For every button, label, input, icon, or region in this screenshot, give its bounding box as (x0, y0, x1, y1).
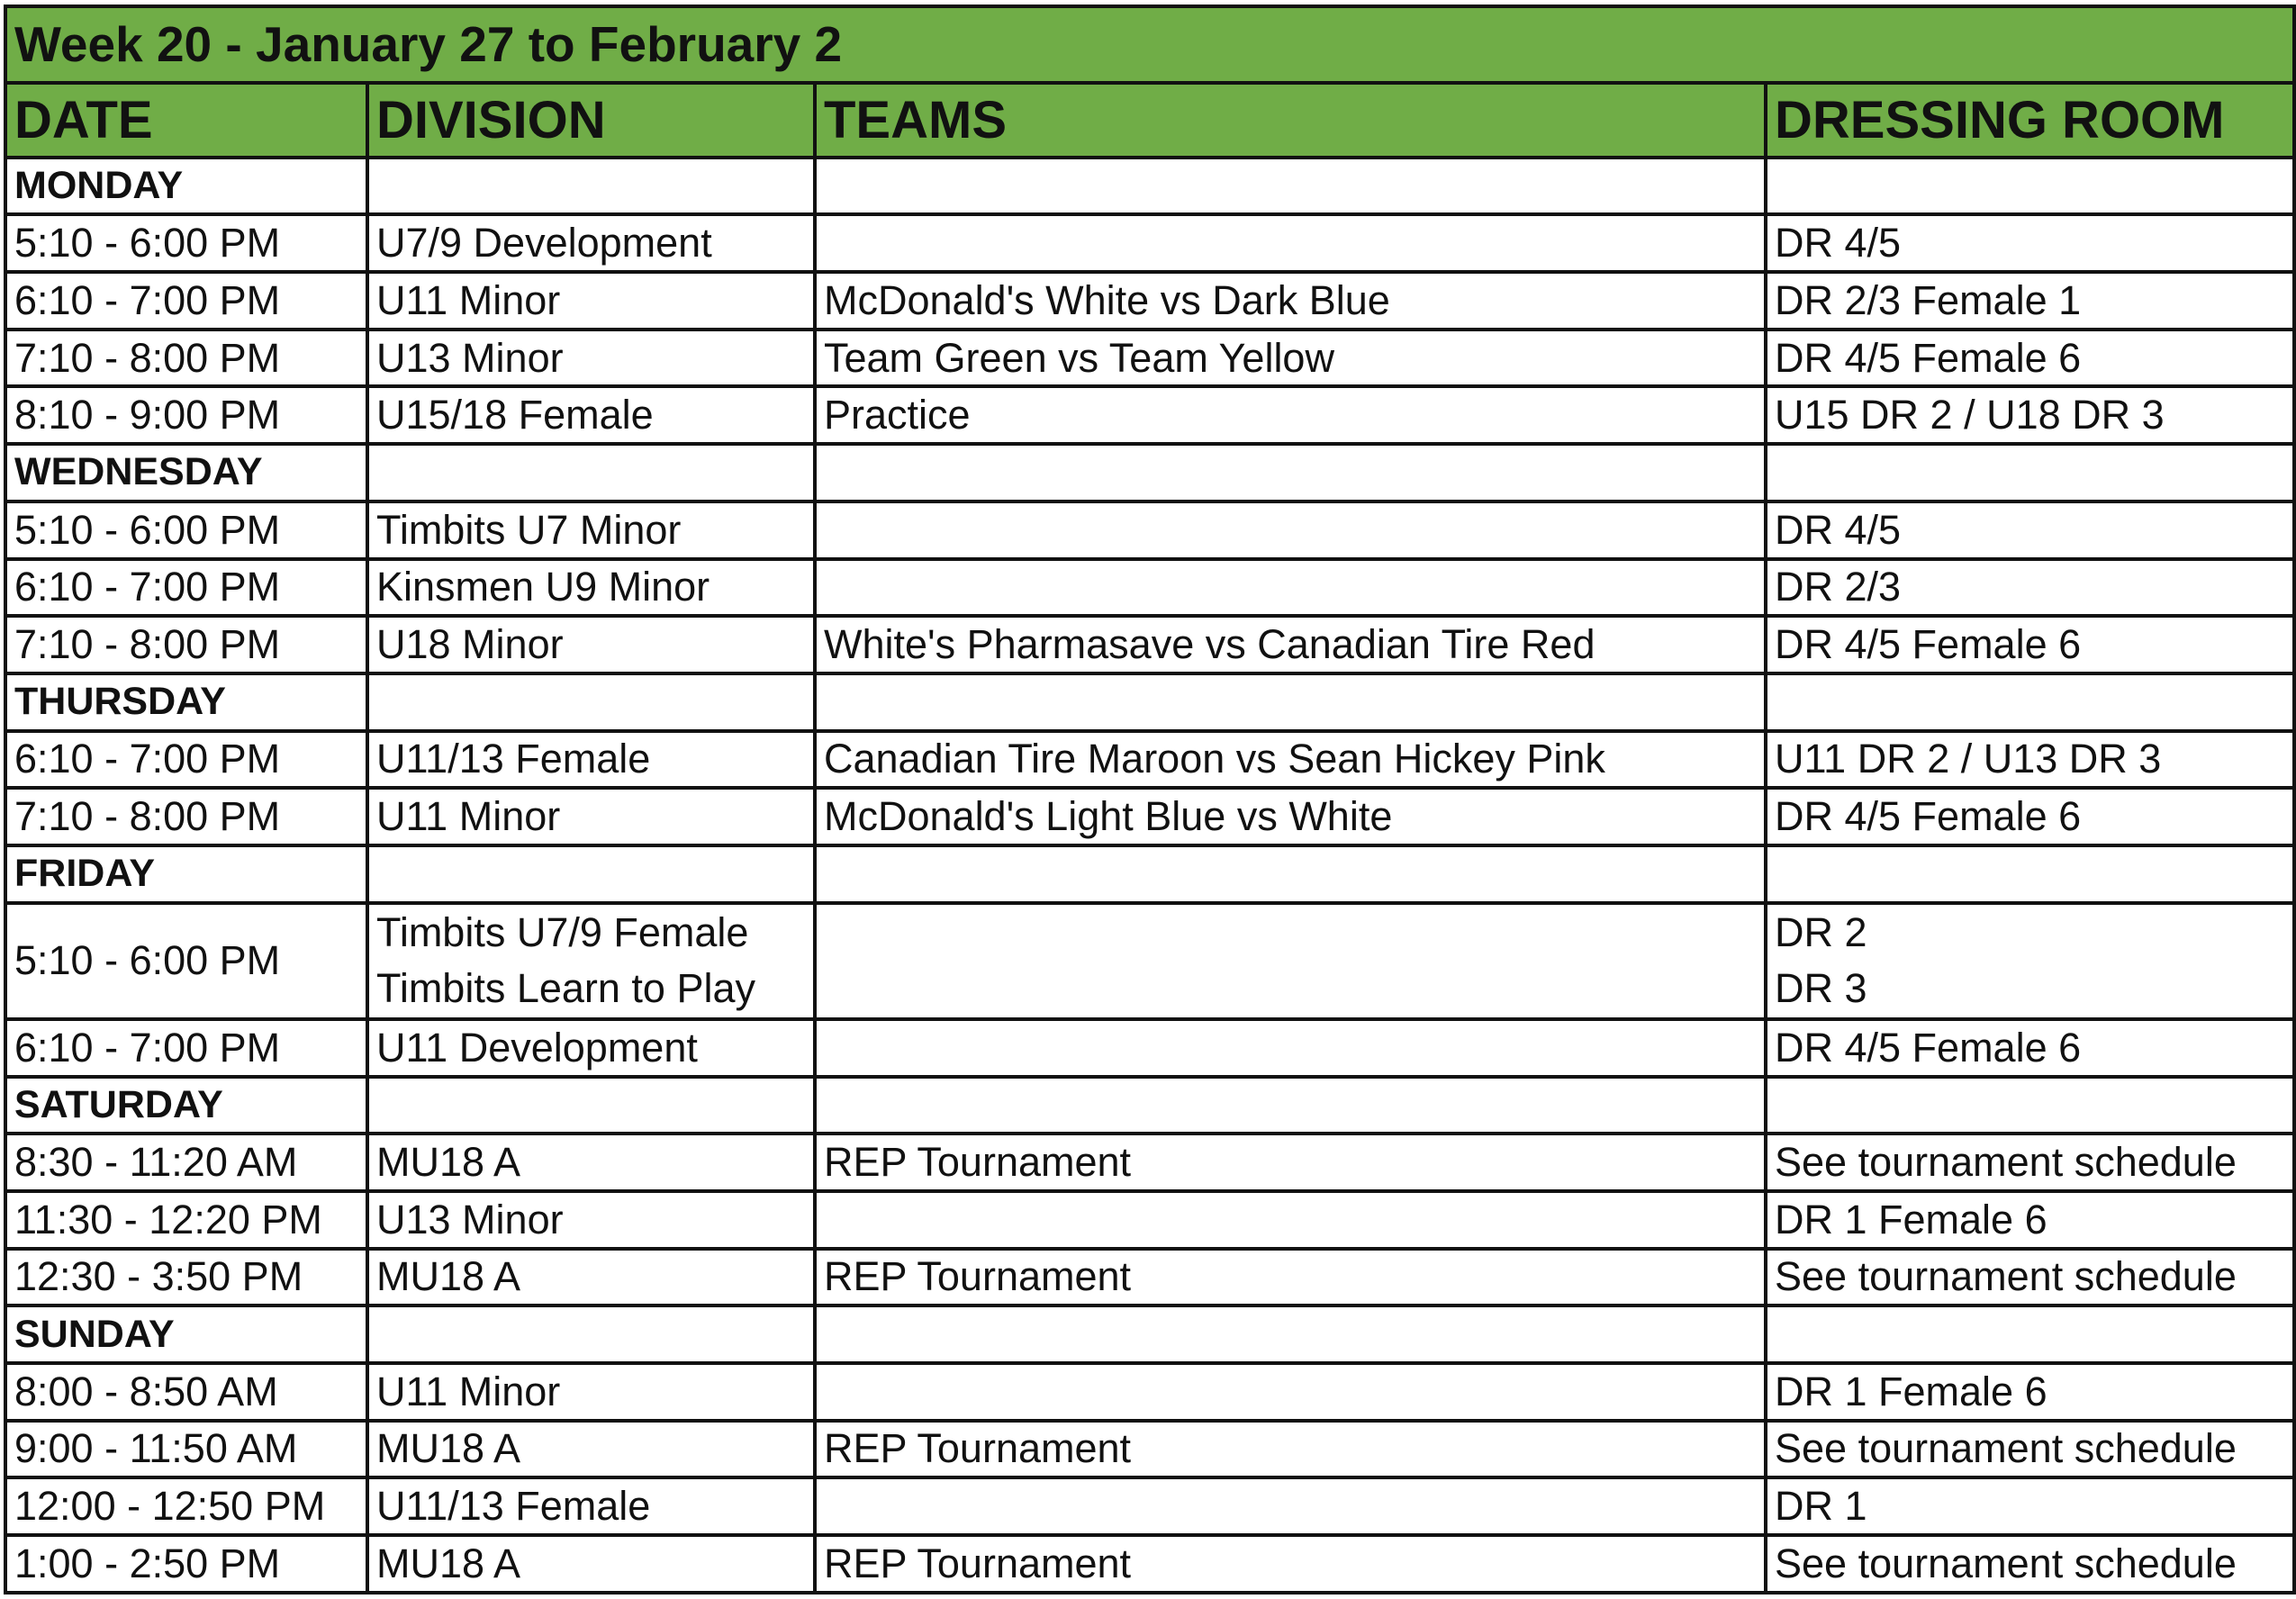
time-cell: 8:30 - 11:20 AM (5, 1134, 367, 1191)
dressing-room-cell: U11 DR 2 / U13 DR 3 (1766, 731, 2294, 789)
teams-cell: REP Tournament (815, 1421, 1766, 1478)
dressing-room-cell: DR 4/5 Female 6 (1766, 330, 2294, 387)
division-cell: U11/13 Female (367, 731, 815, 789)
division-cell: U11 Minor (367, 272, 815, 330)
teams-cell (815, 1477, 1766, 1535)
time-cell: 7:10 - 8:00 PM (5, 788, 367, 845)
teams-header: TEAMS (815, 83, 1766, 158)
teams-cell: White's Pharmasave vs Canadian Tire Red (815, 616, 1766, 673)
dressing-room-cell: See tournament schedule (1766, 1249, 2294, 1306)
dressing-room-cell: DR 2/3 Female 1 (1766, 272, 2294, 330)
empty-cell (1766, 673, 2294, 731)
dressing-room-cell: DR 1 (1766, 1477, 2294, 1535)
division-cell: MU18 A (367, 1134, 815, 1191)
division-cell: U11 Minor (367, 1363, 815, 1421)
day-label: SATURDAY (5, 1077, 367, 1134)
division-cell-line-1: Timbits U7/9 Female (376, 909, 749, 956)
empty-cell (367, 158, 815, 215)
title-row (5, 6, 2294, 83)
dressing-room-header: DRESSING ROOM (1766, 83, 2294, 158)
empty-cell (367, 673, 815, 731)
time-cell: 12:00 - 12:50 PM (5, 1477, 367, 1535)
division-cell: Kinsmen U9 Minor (367, 559, 815, 617)
time-cell: 5:10 - 6:00 PM (5, 501, 367, 559)
division-cell: U13 Minor (367, 330, 815, 387)
table-row (5, 214, 2294, 272)
teams-cell (815, 501, 1766, 559)
time-cell: 12:30 - 3:50 PM (5, 1249, 367, 1306)
empty-cell (367, 444, 815, 501)
teams-cell (815, 1191, 1766, 1249)
table-row (5, 1535, 2294, 1593)
day-label: FRIDAY (5, 845, 367, 903)
teams-cell: Canadian Tire Maroon vs Sean Hickey Pink (815, 731, 1766, 789)
teams-cell: REP Tournament (815, 1249, 1766, 1306)
day-row (5, 673, 2294, 731)
dressing-room-cell: See tournament schedule (1766, 1134, 2294, 1191)
dressing-room-cell: U15 DR 2 / U18 DR 3 (1766, 386, 2294, 444)
day-row (5, 444, 2294, 501)
dressing-room-cell: See tournament schedule (1766, 1421, 2294, 1478)
table-row (5, 1477, 2294, 1535)
header-row (5, 83, 2294, 158)
division-cell: Timbits U7 Minor (367, 501, 815, 559)
table-row (5, 1363, 2294, 1421)
empty-cell (1766, 158, 2294, 215)
dressing-room-cell-line-1: DR 2 (1775, 909, 1867, 956)
table-row (5, 1134, 2294, 1191)
day-row (5, 158, 2294, 215)
division-cell: U7/9 Development (367, 214, 815, 272)
time-cell: 6:10 - 7:00 PM (5, 559, 367, 617)
division-cell: MU18 A (367, 1421, 815, 1478)
teams-cell (815, 903, 1766, 1019)
day-row (5, 845, 2294, 903)
empty-cell (815, 444, 1766, 501)
table-row (5, 559, 2294, 617)
dressing-room-cell: DR 4/5 Female 6 (1766, 1019, 2294, 1077)
empty-cell (367, 1077, 815, 1134)
teams-cell (815, 1363, 1766, 1421)
empty-cell (815, 673, 1766, 731)
time-cell: 5:10 - 6:00 PM (5, 903, 367, 1019)
table-row (5, 731, 2294, 789)
teams-cell: McDonald's Light Blue vs White (815, 788, 1766, 845)
teams-cell: McDonald's White vs Dark Blue (815, 272, 1766, 330)
table-row (5, 1421, 2294, 1478)
teams-cell (815, 559, 1766, 617)
dressing-room-cell: DR 4/5 (1766, 214, 2294, 272)
division-cell: U13 Minor (367, 1191, 815, 1249)
empty-cell (367, 845, 815, 903)
day-label: MONDAY (5, 158, 367, 215)
time-cell: 8:10 - 9:00 PM (5, 386, 367, 444)
table-row (5, 386, 2294, 444)
dressing-room-cell (1766, 903, 2294, 1019)
division-cell: U11 Minor (367, 788, 815, 845)
teams-cell: Practice (815, 386, 1766, 444)
day-row (5, 1305, 2294, 1363)
day-label: THURSDAY (5, 673, 367, 731)
schedule-title: Week 20 - January 27 to February 2 (5, 6, 2294, 83)
dressing-room-cell: DR 2/3 (1766, 559, 2294, 617)
division-cell-line-2: Timbits Learn to Play (376, 965, 755, 1012)
day-row (5, 1077, 2294, 1134)
table-row (5, 1019, 2294, 1077)
table-row (5, 1191, 2294, 1249)
table-row (5, 272, 2294, 330)
time-cell: 8:00 - 8:50 AM (5, 1363, 367, 1421)
teams-cell: Team Green vs Team Yellow (815, 330, 1766, 387)
time-cell: 1:00 - 2:50 PM (5, 1535, 367, 1593)
division-cell (367, 903, 815, 1019)
teams-cell (815, 214, 1766, 272)
dressing-room-cell: See tournament schedule (1766, 1535, 2294, 1593)
division-cell: MU18 A (367, 1535, 815, 1593)
division-cell: U18 Minor (367, 616, 815, 673)
empty-cell (815, 1305, 1766, 1363)
division-cell: U15/18 Female (367, 386, 815, 444)
teams-cell (815, 1019, 1766, 1077)
division-cell: U11 Development (367, 1019, 815, 1077)
time-cell: 11:30 - 12:20 PM (5, 1191, 367, 1249)
empty-cell (1766, 1077, 2294, 1134)
time-cell: 6:10 - 7:00 PM (5, 731, 367, 789)
dressing-room-cell: DR 1 Female 6 (1766, 1363, 2294, 1421)
empty-cell (367, 1305, 815, 1363)
time-cell: 9:00 - 11:50 AM (5, 1421, 367, 1478)
empty-cell (1766, 444, 2294, 501)
dressing-room-cell: DR 4/5 (1766, 501, 2294, 559)
time-cell: 7:10 - 8:00 PM (5, 330, 367, 387)
table-row (5, 330, 2294, 387)
empty-cell (815, 158, 1766, 215)
empty-cell (1766, 845, 2294, 903)
teams-cell: REP Tournament (815, 1535, 1766, 1593)
division-header: DIVISION (367, 83, 815, 158)
time-cell: 5:10 - 6:00 PM (5, 214, 367, 272)
division-cell: U11/13 Female (367, 1477, 815, 1535)
time-cell: 6:10 - 7:00 PM (5, 272, 367, 330)
table-row (5, 616, 2294, 673)
empty-cell (815, 1077, 1766, 1134)
time-cell: 7:10 - 8:00 PM (5, 616, 367, 673)
teams-cell: REP Tournament (815, 1134, 1766, 1191)
dressing-room-cell-line-2: DR 3 (1775, 965, 1867, 1012)
table-row (5, 501, 2294, 559)
dressing-room-cell: DR 4/5 Female 6 (1766, 616, 2294, 673)
table-row (5, 903, 2294, 1019)
empty-cell (815, 845, 1766, 903)
table-row (5, 1249, 2294, 1306)
day-label: SUNDAY (5, 1305, 367, 1363)
dressing-room-cell: DR 4/5 Female 6 (1766, 788, 2294, 845)
day-label: WEDNESDAY (5, 444, 367, 501)
dressing-room-cell: DR 1 Female 6 (1766, 1191, 2294, 1249)
date-header: DATE (5, 83, 367, 158)
table-row (5, 788, 2294, 845)
schedule-table (4, 5, 2296, 1594)
time-cell: 6:10 - 7:00 PM (5, 1019, 367, 1077)
division-cell: MU18 A (367, 1249, 815, 1306)
empty-cell (1766, 1305, 2294, 1363)
